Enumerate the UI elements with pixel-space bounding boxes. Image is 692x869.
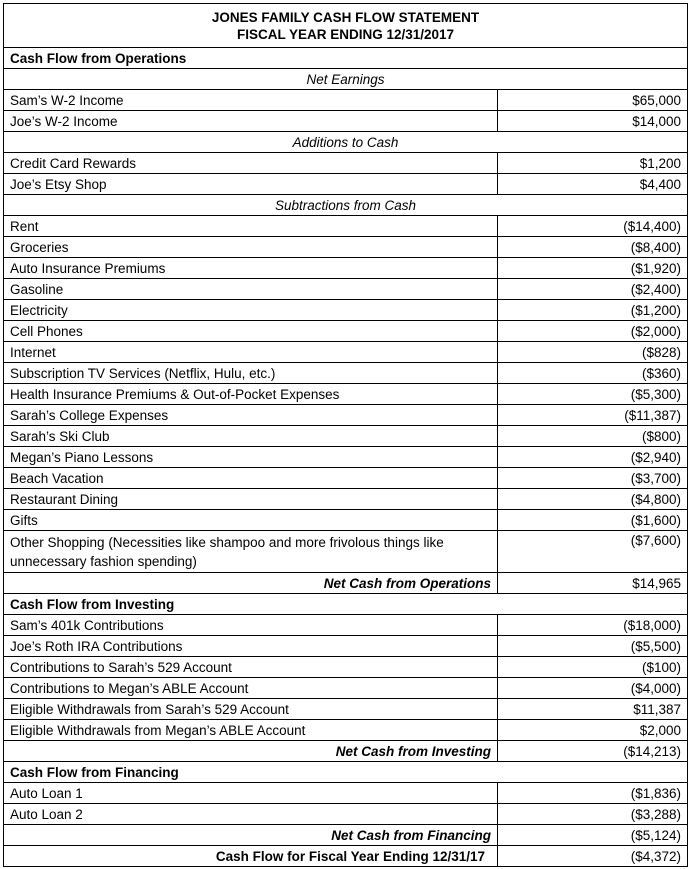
table-row: [4, 467, 687, 488]
total-value: $14,965: [497, 573, 687, 593]
row-value: $4,400: [497, 174, 687, 194]
row-value: ($7,600): [497, 531, 687, 572]
table-row: [4, 152, 687, 173]
table-row: [4, 110, 687, 131]
row-value: ($1,200): [497, 300, 687, 320]
table-row: [4, 299, 687, 320]
net-cash-financing-row: [4, 824, 687, 845]
row-label-line-1: Other Shopping (Necessities like shampoo and more frivolous things like: [10, 535, 444, 550]
table-row: [4, 656, 687, 677]
row-value: ($800): [497, 426, 687, 446]
row-label-line-2: unnecessary fashion spending): [10, 554, 197, 569]
row-label: Auto Loan 2: [10, 806, 83, 822]
row-label: Gasoline: [10, 281, 64, 297]
table-row: [4, 341, 687, 362]
row-label: Sam’s W-2 Income: [10, 92, 124, 108]
table-row: [4, 782, 687, 803]
table-row: [4, 278, 687, 299]
table-row: [4, 803, 687, 824]
cash-flow-statement-table: [3, 3, 688, 867]
table-row: [4, 89, 687, 110]
table-row: [4, 362, 687, 383]
total-label: Net Cash from Investing: [335, 743, 491, 759]
row-value: ($1,600): [497, 510, 687, 530]
row-value: ($360): [497, 363, 687, 383]
row-label: Beach Vacation: [10, 470, 104, 486]
row-label: Health Insurance Premiums & Out-of-Pocket Expenses: [10, 386, 340, 402]
row-value: $1,200: [497, 153, 687, 173]
row-value: ($11,387): [497, 405, 687, 425]
row-label: Auto Loan 1: [10, 785, 83, 801]
row-value: ($100): [497, 657, 687, 677]
row-value: $14,000: [497, 111, 687, 131]
row-label: Subscription TV Services (Netflix, Hulu, etc.): [10, 365, 276, 381]
row-label: Megan’s Piano Lessons: [10, 449, 154, 465]
row-label: Joe’s Roth IRA Contributions: [10, 638, 183, 654]
row-value: $65,000: [497, 90, 687, 110]
row-value: ($18,000): [497, 615, 687, 635]
table-row: [4, 698, 687, 719]
table-row: [4, 488, 687, 509]
total-label: Net Cash from Financing: [331, 827, 491, 843]
table-row: [4, 677, 687, 698]
row-value: ($5,300): [497, 384, 687, 404]
row-label: Eligible Withdrawals from Megan’s ABLE Account: [10, 722, 306, 738]
row-value: ($3,700): [497, 468, 687, 488]
row-label: Internet: [10, 344, 56, 360]
row-value: ($4,000): [497, 678, 687, 698]
table-row: [4, 173, 687, 194]
section-heading-investing: Cash Flow from Investing: [4, 593, 687, 614]
row-label: Electricity: [10, 302, 68, 318]
table-row: [4, 509, 687, 530]
table-row: [4, 215, 687, 236]
net-cash-investing-row: [4, 740, 687, 761]
row-value: ($1,920): [497, 258, 687, 278]
table-row: [4, 320, 687, 341]
section-heading-operations: Cash Flow from Operations: [4, 47, 687, 68]
row-value: ($2,940): [497, 447, 687, 467]
row-value: ($828): [497, 342, 687, 362]
row-label: [4, 531, 497, 572]
row-value: $11,387: [497, 699, 687, 719]
row-label: Sarah’s Ski Club: [10, 428, 110, 444]
row-label: Credit Card Rewards: [10, 155, 137, 171]
grand-total-value: ($4,372): [497, 846, 687, 866]
row-value: ($5,500): [497, 636, 687, 656]
subheading-subtractions: Subtractions from Cash: [4, 194, 687, 215]
row-label: Auto Insurance Premiums: [10, 260, 166, 276]
row-value: ($2,000): [497, 321, 687, 341]
row-value: ($3,288): [497, 804, 687, 824]
table-row: [4, 425, 687, 446]
row-label: Joe’s W-2 Income: [10, 113, 118, 129]
grand-total-row: [4, 845, 687, 866]
total-label: Net Cash from Operations: [323, 575, 491, 591]
row-label: Sam’s 401k Contributions: [10, 617, 164, 633]
table-row: [4, 614, 687, 635]
row-value: ($4,800): [497, 489, 687, 509]
subheading-net-earnings: Net Earnings: [4, 68, 687, 89]
table-row: [4, 446, 687, 467]
statement-title: [4, 4, 687, 47]
row-label: Groceries: [10, 239, 69, 255]
row-label: Cell Phones: [10, 323, 83, 339]
net-cash-operations-row: [4, 572, 687, 593]
grand-total-label: Cash Flow for Fiscal Year Ending 12/31/17: [215, 848, 485, 864]
row-value: ($1,836): [497, 783, 687, 803]
table-row: [4, 257, 687, 278]
table-row: [4, 236, 687, 257]
table-row: [4, 383, 687, 404]
row-value: ($14,400): [497, 216, 687, 236]
row-value: ($2,400): [497, 279, 687, 299]
total-value: ($14,213): [497, 741, 687, 761]
row-label: Contributions to Sarah’s 529 Account: [10, 659, 232, 675]
table-row: [4, 530, 687, 572]
total-value: ($5,124): [497, 825, 687, 845]
row-label: Contributions to Megan’s ABLE Account: [10, 680, 249, 696]
row-label: Rent: [10, 218, 39, 234]
table-row: [4, 404, 687, 425]
row-value: ($8,400): [497, 237, 687, 257]
row-label: Joe’s Etsy Shop: [10, 176, 107, 192]
subheading-additions: Additions to Cash: [4, 131, 687, 152]
title-line-2: FISCAL YEAR ENDING 12/31/2017: [236, 26, 455, 42]
title-line-1: JONES FAMILY CASH FLOW STATEMENT: [211, 9, 480, 25]
row-label: Restaurant Dining: [10, 491, 119, 507]
row-label: Eligible Withdrawals from Sarah’s 529 Account: [10, 701, 289, 717]
row-label: Gifts: [10, 512, 38, 528]
row-label: Sarah’s College Expenses: [10, 407, 169, 423]
row-value: $2,000: [497, 720, 687, 740]
table-row: [4, 719, 687, 740]
table-row: [4, 635, 687, 656]
section-heading-financing: Cash Flow from Financing: [4, 761, 687, 782]
